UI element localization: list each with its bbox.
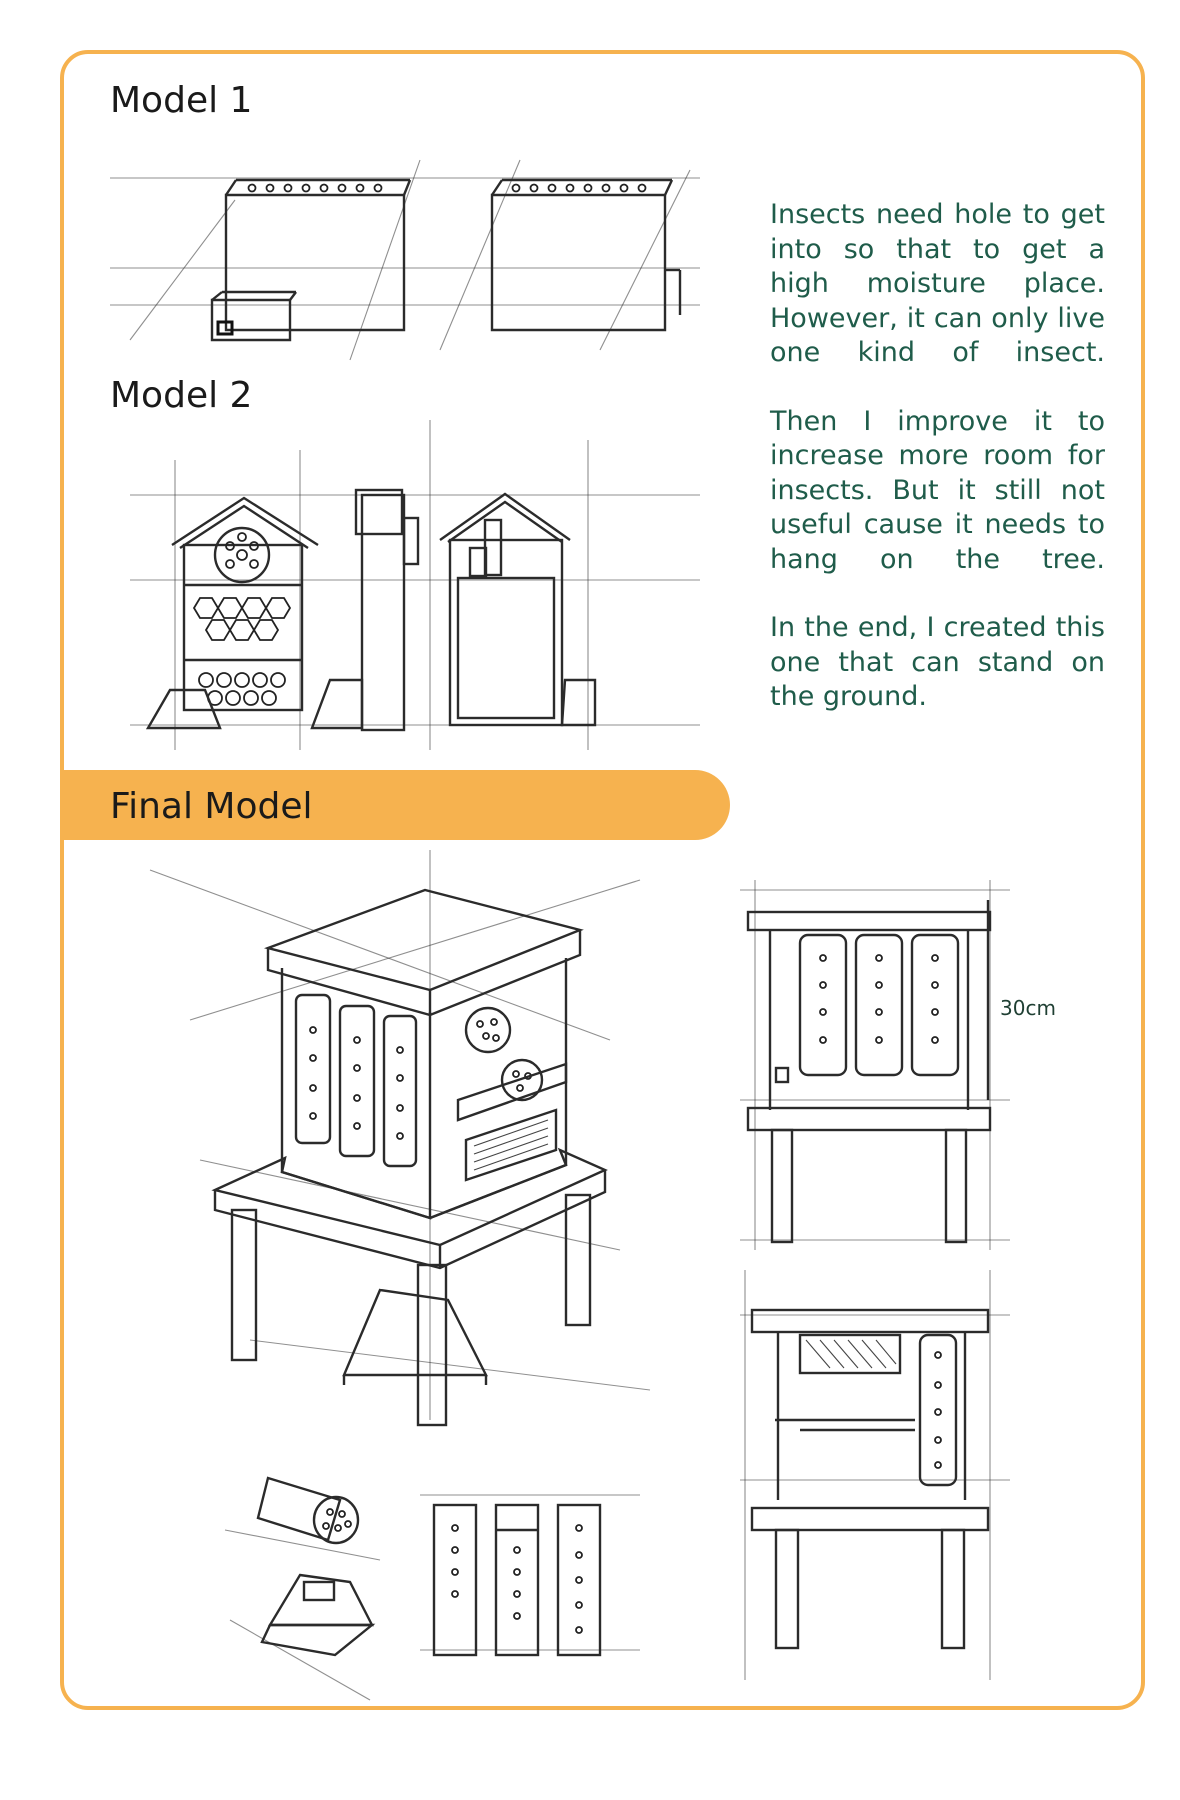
final-model-perspective-sketch (150, 850, 650, 1425)
model-2-heading: Model 2 (110, 375, 253, 416)
final-model-front-elevation (740, 880, 1010, 1250)
height-dimension-label: 30cm (1000, 996, 1056, 1020)
final-model-heading: Final Model (110, 786, 313, 827)
final-model-component-details (225, 1478, 640, 1700)
note-model-1: Insects need hole to get into so that to get a high moisture place. However, it can only live one kind of insect. (770, 199, 1105, 368)
final-model-side-elevation (740, 1270, 1010, 1680)
note-model-2: Then I improve it to increase more room for insects. But it still not useful cause it needs to hang on the tree. (770, 405, 1105, 575)
model-1-sketch (110, 160, 700, 360)
model-1-heading: Model 1 (110, 80, 253, 121)
note-final-model: In the end, I created this one that can stand on the ground. (770, 612, 1105, 712)
model-2-sketch (130, 420, 700, 750)
